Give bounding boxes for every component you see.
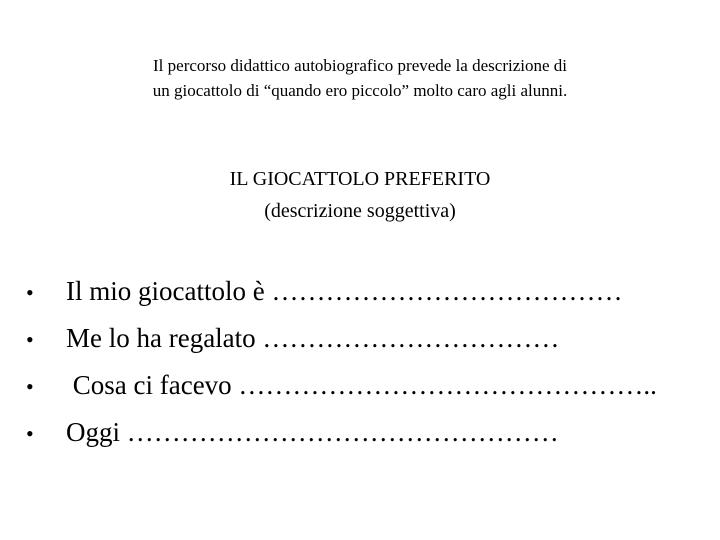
intro-line-1: Il percorso didattico autobiografico prevede la descrizione di [153, 56, 567, 75]
heading-subtitle: (descrizione soggettiva) [264, 200, 456, 222]
list-item-text: Oggi ………………………………………… [66, 417, 559, 447]
section-heading [0, 163, 720, 227]
list-item-text: Il mio giocattolo è ………………………………… [66, 276, 623, 306]
list-item [26, 409, 657, 456]
list-item [26, 315, 657, 362]
list-item [26, 362, 657, 409]
bullet-icon: • [26, 280, 34, 305]
intro-line-2: un giocattolo di “quando ero piccolo” molto caro agli alunni. [152, 81, 568, 100]
bullet-icon: • [26, 421, 34, 446]
bullet-icon: • [26, 374, 34, 399]
bullet-icon: • [26, 327, 34, 352]
list-item-text: Cosa ci facevo ……………………………………….. [66, 370, 657, 400]
list-item-text: Me lo ha regalato …………………………… [66, 323, 560, 353]
bullet-list [26, 268, 657, 456]
list-item [26, 268, 657, 315]
heading-title: IL GIOCATTOLO PREFERITO [229, 168, 491, 190]
intro-text [0, 53, 720, 103]
